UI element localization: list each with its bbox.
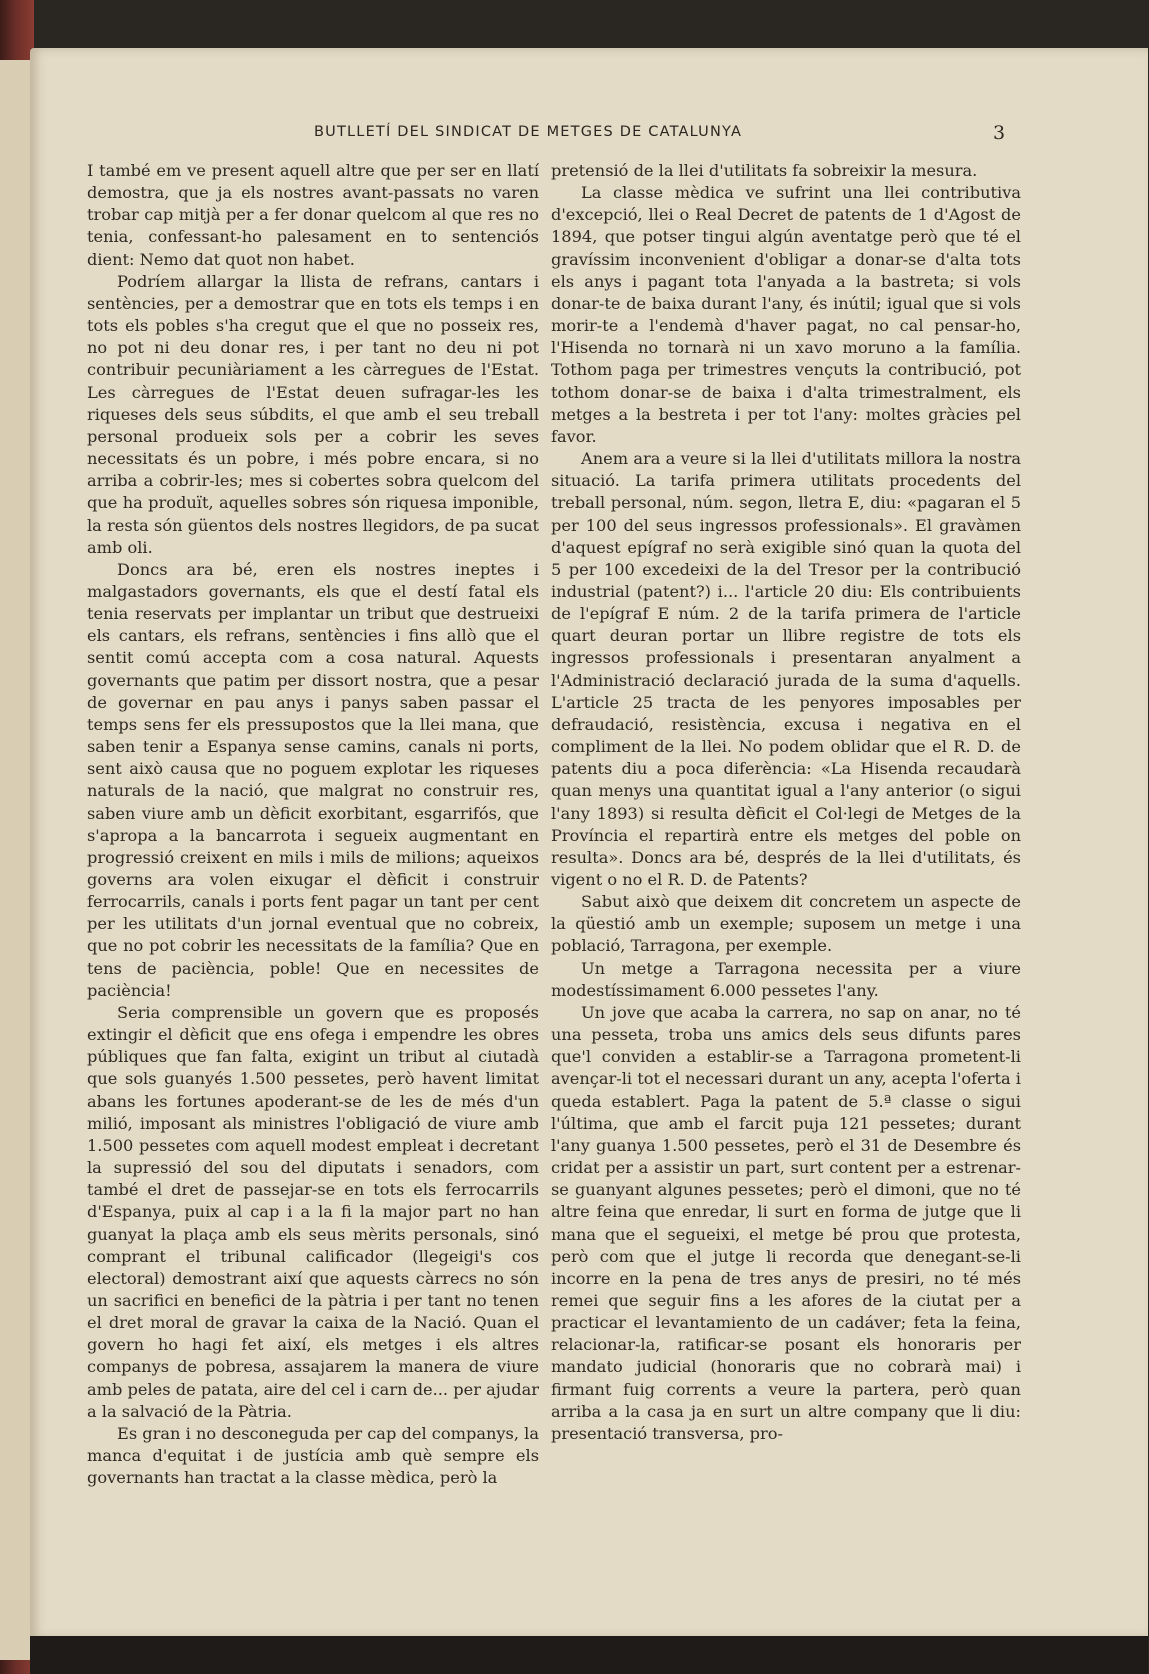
right-column [551,160,1021,1445]
paragraph: Seria comprensible un govern que es proposés extingir el dèficit que ens ofega i empendre les obres públiques que fan falta, exigint un tribut al ciutadà que sols guanyés 1.500 pessetes, però havent limitat abans les fortunes apoderant-se de les de més d'un milió, imposant als ministres l'obligació de viure amb 1.500 pessetes com aquell modest empleat i decretant la supressió del sou del diputats i senadors, com també el dret de passejar-se en tots els ferrocarrils d'Espanya, puix al cap i a la fi la major part no han guanyat la plaça amb els seus mèrits personals, sinó comprant el tribunal calificador (llegeigi's cos electoral) demostrant així que aquests càrrecs no són un sacrifici en benefici de la pàtria i per tant no tenen el dret moral de gravar la caixa de la Nació. Quan el govern ho hagi fet així, els metges i els altres companys de pobresa, assajarem la manera de viure amb peles de patata, aire del cel i carn de... per ajudar a la salvació de la Pàtria. [87,1002,539,1421]
paragraph: Anem ara a veure si la llei d'utilitats millora la nostra situació. La tarifa primera utilitats procedents del treball personal, núm. segon, lletra E, diu: «pagaran el 5 per 100 del seus ingressos professionals». El gravàmen d'aquest epígraf no serà exigible sinó quan la quota del 5 per 100 excedeixi de la del Tresor per la contribució industrial (patent?) i... l'article 20 diu: Els contribuients de l'epígraf E núm. 2 de la tarifa primera de l'article quart deuran portar un llibre registre de tots els ingressos professionals i presentaran anyalment a l'Administració declaració jurada de la suma d'aquells. L'article 25 tracta de les penyores imposables per defraudació, resistència, excusa i negativa en el compliment de la llei. No podem oblidar que el R. D. de patents diu a poca diferència: «La Hisenda recaudarà quan menys una quantitat igual a l'any anterior (o sigui l'any 1893) si resulta dèficit el Col·legi de Metges de la Província el repartirà entre els metges del poble on resulta». Doncs ara bé, després de la llei d'utilitats, és vigent o no el R. D. de Patents? [551,449,1021,889]
paragraph: Es gran i no desconeguda per cap del companys, la manca d'equitat i de justícia amb què sempre els governants han tractat a la classe mèdica, però la [87,1423,539,1488]
running-header: BUTLLETÍ DEL SINDICAT DE METGES DE CATALUNYA [314,124,743,140]
paragraph: Un metge a Tarragona necessita per a viure modestíssimament 6.000 pessetes l'any. [551,958,1021,1000]
paragraph: Sabut això que deixem dit concretem un aspecte de la qüestió amb un exemple; suposem un metge i una població, Tarragona, per exemple. [551,892,1021,956]
paragraph: I també em ve present aquell altre que per ser en llatí demostra, que ja els nostres avant-passats no varen trobar cap mitjà per a fer donar quelcom al que res no tenia, confessant-ho palesament en to sentenciós dient: Nemo dat quot non habet. [87,161,539,269]
paragraph: Un jove que acaba la carrera, no sap on anar, no té una pesseta, troba uns amics dels seus difunts pares que'l conviden a establir-se a Tarragona prometent-li avençar-li tot el necessari durant un any, acepta l'oferta i queda establert. Paga la patent de 5.ª classe o sigui l'última, que amb el farcit puja 121 pessetes; durant l'any guanya 1.500 pessetes, però el 31 de Desembre és cridat per a assistir un part, surt content per a estrenar-se guanyant algunes pessetes; però el dimoni, que no té altre feina que enredar, li surt en forma de jutge que li mana que el segueixi, el metge bé prou que protesta, però com que el jutge li recorda que denegant-se-li incorre en la pena de tres anys de presiri, no té més remei que seguir fins a les afores de la ciutat per a practicar el levantamiento de un cadáver; feta la feina, relacionar-la, ratificar-se posant els honoraris per mandato judicial (honoraris que no cobrarà mai) i firmant fuig corrents a veure la partera, però quan arriba a la casa ja en surt un altre company que li diu: presentació transversa, pro- [551,1002,1021,1443]
left-column [87,160,539,1489]
paragraph: Podríem allargar la llista de refrans, cantars i sentències, per a demostrar que en tots els temps i en tots els pobles s'ha cregut que el que no posseix res, no pot ni deu donar res, i per tant no deu ni pot contribuir pecuniàriament a les càrregues de l'Estat. Les càrregues de l'Estat deuen sufragar-les les riqueses dels seus súbdits, el que amb el seu treball personal produeix sols per a cobrir les seves necessitats és un pobre, i més pobre encara, si no arriba a cobrir-les; mes si cobertes sobra quelcom del que ha produït, aquelles sobres són riquesa imponible, la resta són güentos dels nostres llegidors, de pa sucat amb oli. [87,271,539,557]
paragraph: pretensió de la llei d'utilitats fa sobreixir la mesura. [551,161,978,180]
paragraph: La classe mèdica ve sufrint una llei contributiva d'excepció, llei o Real Decret de patents de 1 d'Agost de 1894, que potser tingui algún aventatge però que té el gravíssim inconvenient d'obligar a donar-se d'alta tots els anys i pagant tota l'anyada a la bastreta; si vols donar-te de baixa durant l'any, és inútil; igual que si vols morir-te a l'endemà d'haver pagat, no cal pensar-ho, l'Hisenda no tornarà ni un xavo moruno a la família. Tothom paga per trimestres vençuts la contribució, pot tothom donar-se de baixa i d'alta trimestralment, els metges a la bestreta i per tot l'any: moltes gràcies pel favor. [551,183,1021,446]
paragraph: Doncs ara bé, eren els nostres ineptes i malgastadors governants, els que el destí fatal els tenia reservats per implantar un tribut que destrueixi els cantars, els refrans, sentències i fins allò que el sentit comú accepta com a cosa natural. Aquests governants que patim per dissort nostra, que a pesar de governar en pau anys i panys saben passar el temps sens fer els pressupostos que la llei mana, que saben tenir a Espanya sense camins, canals ni ports, sent això causa que no poguem explotar les riqueses naturals de la nació, que malgrat no construir res, saben viure amb un dèficit exorbitant, esgarrifós, que s'apropa a la bancarrota i segueix augmentant en progressió creixent en mils i mils de milions; aqueixos governs ara volen eixugar el dèficit i construir ferrocarrils, canals i ports fent pagar un tant per cent per les utilitats d'un jornal eventual que no cobreix, que no pot cobrir les necessitats de la família? Que en tens de paciència, poble! Que en necessites de paciència! [87,559,539,1000]
page-bottom-shadow [30,1636,1148,1674]
page-number: 3 [993,122,1006,144]
